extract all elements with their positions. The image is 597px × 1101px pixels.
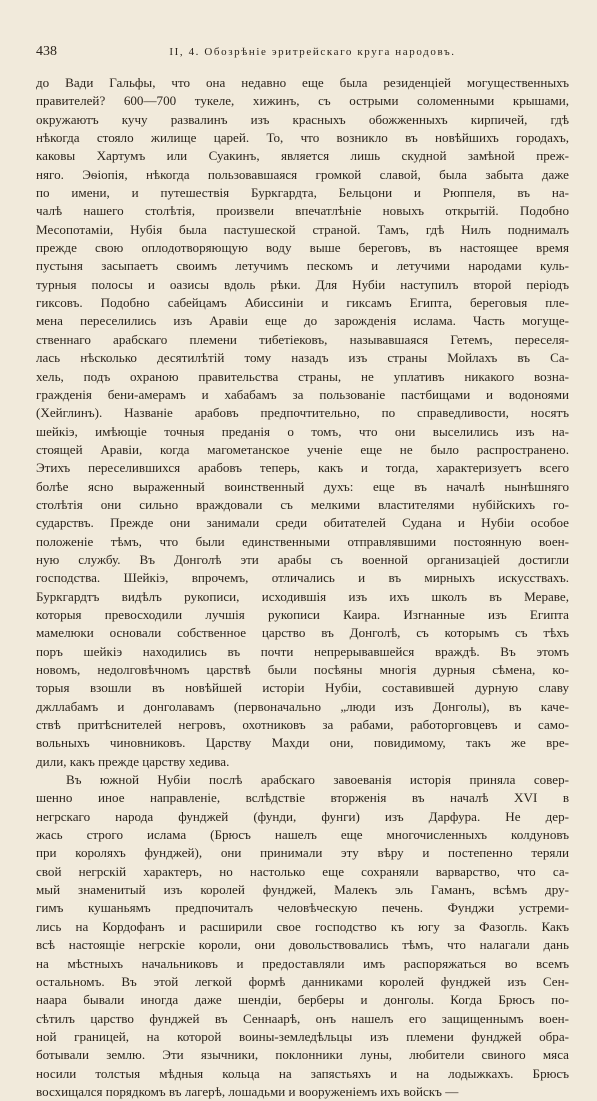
text-line: стоящей Аравіи, когда магометанское ученіе еще не было распространено. [36,441,569,457]
text-line: сѣтилъ царство фунджей въ Сеннаарѣ, онъ нашелъ его защищеннымъ воен- [36,1010,569,1026]
page-header [36,44,569,60]
text-line: пустыня засыпаетъ своимъ летучимъ пескомъ и летучими народами куль- [36,258,569,274]
page-number: 438 [36,44,57,59]
text-line: господства. Шейкіэ, впрочемъ, отличались и въ мирныхъ искусствахъ. [36,570,569,586]
paragraph [36,74,569,771]
text-line: восхищался порядкомъ въ лагерѣ, лошадьми и вооруженіемъ ихъ войскъ — [36,1083,459,1099]
text-line: гражденія бени-амерамъ и хабабамъ за пользованіе пастбищами и водоноями [36,386,569,402]
text-line: чалѣ нашего столѣтія, произвели впечатлѣніе новыхъ открытій. Подобно [36,203,569,219]
text-line: носили толстыя мѣдныя кольца на запястьяхъ и на лодыжкахъ. Брюсъ [36,1065,569,1081]
text-line: каковы Хартумъ или Суакинъ, является лишь скудной замѣной преж- [36,148,569,164]
text-line: на мѣстныхъ начальниковъ и предоставляли имъ распоряжаться во всемъ [36,955,569,971]
text-line: при короляхъ фунджей), они принимали эту вѣру и постепенно теряли [36,845,569,861]
text-line: остальномъ. Въ этой легкой формѣ данниками королей фунджей изъ Сен- [36,973,569,989]
body-text [36,74,569,1101]
text-line: мамелюки основали собственное царство въ Донголѣ, съ которымъ съ тѣхъ [36,625,569,641]
text-line: столѣтія они сильно враждовали съ мелкими властителями нубійскихъ го- [36,496,569,512]
text-line: новомъ, недолговѣчномъ царствѣ были посѣяны многія дурныя сѣмена, ко- [36,662,569,677]
text-line: болѣе ясно выраженный воинственный духъ: еще въ началѣ нынѣшняго [36,478,569,494]
text-line: джллабамъ и донголавамъ (первоначально „люди изъ Донголы), въ каче- [36,698,569,714]
text-line: которыя превосходили лучшія рукописи Каира. Изгнанные изъ Египта [36,606,569,622]
text-line: ботывали землю. Эти язычники, поклонники луны, любители свиного мяса [36,1047,569,1063]
text-line: негрскаго народа фунджей (фунди, фунги) изъ Дарфура. Не дер- [36,808,569,824]
text-line: (Хейглинъ). Названіе арабовъ предпочтительно, по справедливости, носятъ [36,405,569,421]
text-line: торыя взошли въ новѣйшей исторіи Нубіи, составившей дурную славу [36,680,569,696]
text-line: ствѣ притѣснителей негровъ, охотниковъ за рабами, работорговцевъ и само- [36,717,569,733]
text-line: правителей? 600—700 тукеле, хижинъ, съ острыми соломенными крышами, [36,93,569,109]
text-line: турныя полосы и оазисы вдоль рѣки. Для Нубіи наступилъ второй періодъ [36,276,569,292]
text-line: жась строго ислама (Брюсъ нашелъ еще многочисленныхъ колдуновъ [36,827,569,843]
text-line: ственнаго арабскаго племени тибетіековъ, называвшаяся Гетемъ, переселя- [36,331,569,347]
text-line: нѣкогда стояло жилище царей. То, что возникло въ новѣйшихъ городахъ, [36,130,569,146]
text-line: по имени, и путешествія Буркгардта, Бельцони и Рюппеля, въ на- [36,185,569,201]
text-line: прежде свою оплодотворяющую воду выше береговъ, въ настоящее время [36,240,569,256]
text-line: всѣ настоящіе негрскіе короли, они довольствовались тѣмъ, что налагали дань [36,937,569,953]
text-line: гимъ кушаньямъ предпочиталъ человѣческую печень. Фунджи устреми- [36,900,569,916]
text-line: шейкіэ, имѣющіе точныя преданія о томъ, что они выселились изъ на- [36,423,569,439]
text-line: до Вади Гальфы, что она недавно еще была резиденціей могущественныхъ [36,75,569,90]
text-line: ной границей, на которой воины-земледѣльцы изъ племени фунджей обра- [36,1028,569,1044]
text-line: Въ южной Нубіи послѣ арабскаго завоеванія исторія приняла совер- [66,772,569,788]
text-line: поръ шейкіэ находились въ почти непрерывавшейся враждѣ. Въ этомъ [36,643,569,659]
text-line: Буркгардтъ видѣлъ рукописи, исходившія изъ ихъ школъ въ Мераве, [36,588,569,604]
text-line: мена переселились изъ Аравіи еще до зарожденія ислама. Часть могуще- [36,313,569,329]
text-line: няго. Эѳіопія, нѣкогда пользовавшаяся громкой славой, была забыта даже [36,166,569,182]
text-line: Этихъ переселившихся арабовъ теперь, какъ и тогда, характеризуетъ всего [36,460,569,476]
text-line: хель, подъ охраною правительства страны, не уплативъ никакого возна- [36,368,569,384]
text-line: сударствъ. Прежде они занимали среди обитателей Судана и Нубіи особое [36,515,569,531]
text-line: лась нѣсколько десятилѣтій тому назадъ изъ страны Мойлахъ въ Са- [36,350,569,366]
text-line: Месопотаміи, Нубія была пастушеской страной. Тамъ, гдѣ Нилъ поднималъ [36,221,569,237]
text-line: свой негрскій характеръ, но настолько еще сохраняли варварство, что са- [36,863,569,879]
paragraph [36,771,569,1101]
text-line: лись на Кордофанъ и расширили свое господство къ югу за Фазогль. Какъ [36,918,569,934]
text-line: вольныхъ чиновниковъ. Царству Махди они, повидимому, такъ же вре- [36,735,569,751]
running-head: II, 4. Обозрѣніе эритрейскаго круга народовъ. [169,46,456,58]
text-line: наара бывали иногда даже шендіи, берберы и донголы. Когда Брюсъ по- [36,992,569,1008]
text-line: дили, какъ прежде царству хедива. [36,753,230,769]
text-line: мый знаменитый изъ королей фунджей, Малекъ эль Гаманъ, всѣмъ дру- [36,882,569,898]
text-line: окружаютъ кучу развалинъ изъ красныхъ обожженныхъ кирпичей, гдѣ [36,111,569,127]
text-line: положеніе тѣмъ, что были единственными отправлявшими постоянную воен- [36,533,569,549]
text-line: ную службу. Въ Донголѣ эти арабы съ военной организаціей достигли [36,551,569,567]
text-line: шенно иное направленіе, вслѣдствіе вторженія въ началѣ XVI в [36,790,569,806]
text-line: гиксовъ. Подобно сабейцамъ Абиссиніи и гиксамъ Египта, береговыя пле- [36,295,569,311]
